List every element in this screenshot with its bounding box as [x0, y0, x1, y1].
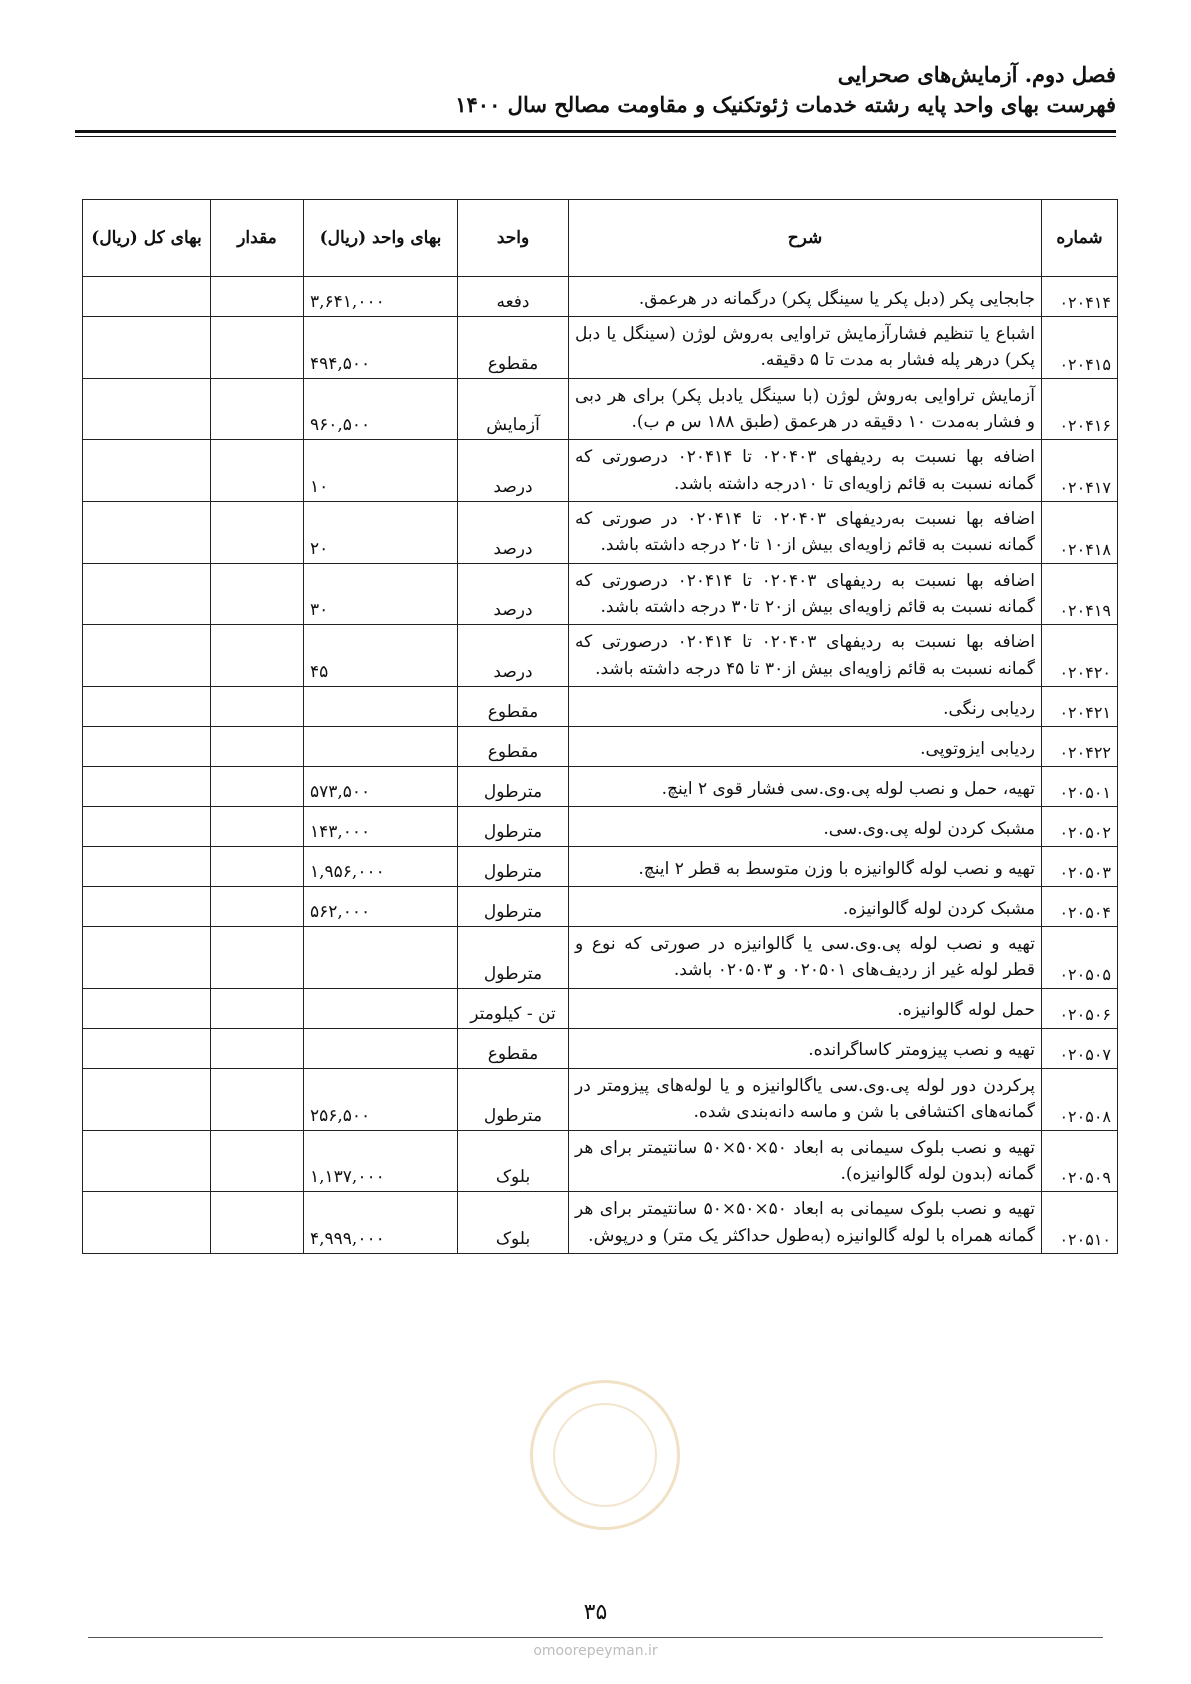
row-unit: آزمایش	[458, 378, 569, 440]
row-quantity	[211, 807, 304, 847]
col-header-number: شماره	[1042, 200, 1118, 277]
footer-rule	[88, 1637, 1103, 1638]
row-description: اضافه بها نسبت به ردیفهای ۰۲۰۴۰۳ تا ۰۲۰۴۱۴ درصورتی که گمانه نسبت به قائم زاویه‌ای تا ۱۰درجه داشته باشد.	[569, 440, 1042, 502]
row-unit: مقطوع	[458, 1028, 569, 1068]
table-row	[83, 807, 1118, 847]
row-description: ردیابی رنگی.	[569, 687, 1042, 727]
row-unit: مترطول	[458, 847, 569, 887]
row-quantity	[211, 440, 304, 502]
table-row	[83, 727, 1118, 767]
row-quantity	[211, 277, 304, 317]
row-quantity	[211, 1130, 304, 1192]
row-unit: مقطوع	[458, 687, 569, 727]
row-unit-price	[304, 1028, 458, 1068]
website-watermark: omoorepeyman.ir	[533, 1643, 658, 1659]
row-description: تهیه و نصب بلوک سیمانی به ابعاد ۵۰×۵۰×۵۰ سانتیمتر برای هر گمانه (بدون لوله گالوانیزه).	[569, 1130, 1042, 1192]
table-row	[83, 563, 1118, 625]
row-quantity	[211, 1068, 304, 1130]
row-unit-price: ۱۰	[304, 440, 458, 502]
row-total-price	[83, 625, 211, 687]
table-row	[83, 440, 1118, 502]
row-unit: مترطول	[458, 1068, 569, 1130]
chapter-title: فصل دوم. آزمایش‌های صحرایی	[837, 62, 1116, 87]
row-quantity	[211, 502, 304, 564]
row-quantity	[211, 378, 304, 440]
row-description: جابجایی پکر (دبل پکر یا سینگل پکر) درگمانه در هرعمق.	[569, 277, 1042, 317]
row-unit-price: ۵۶۲,۰۰۰	[304, 887, 458, 927]
page-header	[75, 60, 1116, 120]
row-description: آزمایش تراوایی به‌روش لوژن (با سینگل یادبل پکر) برای هر دبی و فشار به‌مدت ۱۰ دقیقه در هرعمق (طبق ۱۸۸ س م ب).	[569, 378, 1042, 440]
table-row	[83, 887, 1118, 927]
col-header-unit-price: بهای واحد (ریال)	[304, 200, 458, 277]
row-total-price	[83, 988, 211, 1028]
row-total-price	[83, 1068, 211, 1130]
row-unit-price: ۱,۹۵۶,۰۰۰	[304, 847, 458, 887]
row-number: ۰۲۰۵۱۰	[1042, 1192, 1118, 1254]
row-unit-price: ۲۵۶,۵۰۰	[304, 1068, 458, 1130]
row-description: اضافه بها نسبت به ردیفهای ۰۲۰۴۰۳ تا ۰۲۰۴۱۴ درصورتی که گمانه نسبت به قائم زاویه‌ای بیش از۳۰ تا ۴۵ درجه داشته باشد.	[569, 625, 1042, 687]
row-total-price	[83, 277, 211, 317]
row-description: تهیه و نصب بلوک سیمانی به ابعاد ۵۰×۵۰×۵۰ سانتیمتر برای هر گمانه همراه با لوله گالوانیزه (به‌طول حداکثر یک متر) و درپوش.	[569, 1192, 1042, 1254]
row-unit: درصد	[458, 563, 569, 625]
row-unit: مترطول	[458, 807, 569, 847]
row-unit: مترطول	[458, 767, 569, 807]
row-quantity	[211, 625, 304, 687]
row-number: ۰۲۰۴۱۶	[1042, 378, 1118, 440]
table-row	[83, 625, 1118, 687]
row-total-price	[83, 317, 211, 379]
table-header-row	[83, 200, 1118, 277]
row-description: تهیه و نصب پیزومتر کاساگرانده.	[569, 1028, 1042, 1068]
col-header-description: شرح	[569, 200, 1042, 277]
table-row	[83, 1068, 1118, 1130]
row-total-price	[83, 502, 211, 564]
row-unit: مقطوع	[458, 727, 569, 767]
row-quantity	[211, 767, 304, 807]
header-rule-thin	[75, 136, 1116, 137]
row-total-price	[83, 1192, 211, 1254]
table-row	[83, 767, 1118, 807]
row-unit-price	[304, 687, 458, 727]
row-number: ۰۲۰۴۲۰	[1042, 625, 1118, 687]
row-description: تهیه و نصب لوله گالوانیزه با وزن متوسط به قطر ۲ اینچ.	[569, 847, 1042, 887]
row-unit: مقطوع	[458, 317, 569, 379]
row-unit-price	[304, 727, 458, 767]
row-total-price	[83, 440, 211, 502]
row-number: ۰۲۰۵۰۵	[1042, 927, 1118, 989]
row-number: ۰۲۰۵۰۴	[1042, 887, 1118, 927]
table-row	[83, 378, 1118, 440]
row-description: تهیه، حمل و نصب لوله پی.وی.سی فشار قوی ۲ اینچ.	[569, 767, 1042, 807]
price-list-table	[82, 199, 1118, 1254]
row-total-price	[83, 1028, 211, 1068]
row-quantity	[211, 317, 304, 379]
row-unit: درصد	[458, 440, 569, 502]
row-unit-price	[304, 988, 458, 1028]
page-number: ۳۵	[583, 1600, 608, 1625]
row-unit-price: ۴۵	[304, 625, 458, 687]
row-quantity	[211, 887, 304, 927]
row-unit: تن - کیلومتر	[458, 988, 569, 1028]
row-number: ۰۲۰۴۱۴	[1042, 277, 1118, 317]
row-unit-price: ۴,۹۹۹,۰۰۰	[304, 1192, 458, 1254]
row-unit-price: ۲۰	[304, 502, 458, 564]
row-number: ۰۲۰۵۰۱	[1042, 767, 1118, 807]
row-unit: بلوک	[458, 1130, 569, 1192]
row-unit: دفعه	[458, 277, 569, 317]
col-header-quantity: مقدار	[211, 200, 304, 277]
row-total-price	[83, 727, 211, 767]
document-subtitle: فهرست بهای واحد پایه رشته خدمات ژئوتکنیک و مقاومت مصالح سال ۱۴۰۰	[455, 92, 1116, 117]
row-number: ۰۲۰۴۱۵	[1042, 317, 1118, 379]
row-number: ۰۲۰۵۰۷	[1042, 1028, 1118, 1068]
row-description: حمل لوله گالوانیزه.	[569, 988, 1042, 1028]
row-description: مشبک کردن لوله گالوانیزه.	[569, 887, 1042, 927]
row-unit: مترطول	[458, 927, 569, 989]
row-quantity	[211, 727, 304, 767]
table-row	[83, 1028, 1118, 1068]
row-total-price	[83, 563, 211, 625]
row-description: اضافه بها نسبت به ردیفهای ۰۲۰۴۰۳ تا ۰۲۰۴۱۴ درصورتی که گمانه نسبت به قائم زاویه‌ای بیش از۲۰ تا۳۰ درجه داشته باشد.	[569, 563, 1042, 625]
row-quantity	[211, 563, 304, 625]
row-unit-price: ۹۶۰,۵۰۰	[304, 378, 458, 440]
table-row	[83, 687, 1118, 727]
row-unit-price: ۱۴۳,۰۰۰	[304, 807, 458, 847]
watermark-stamp	[530, 1380, 680, 1530]
row-number: ۰۲۰۴۲۲	[1042, 727, 1118, 767]
row-total-price	[83, 927, 211, 989]
row-quantity	[211, 927, 304, 989]
table-row	[83, 317, 1118, 379]
row-unit-price	[304, 927, 458, 989]
row-number: ۰۲۰۵۰۶	[1042, 988, 1118, 1028]
row-number: ۰۲۰۴۱۹	[1042, 563, 1118, 625]
row-unit-price: ۱,۱۳۷,۰۰۰	[304, 1130, 458, 1192]
row-quantity	[211, 847, 304, 887]
row-unit-price: ۴۹۴,۵۰۰	[304, 317, 458, 379]
row-description: تهیه و نصب لوله پی.وی.سی یا گالوانیزه در صورتی که نوع و قطر لوله غیر از ردیف‌های ۰۲۰۵۰۱ و ۰۲۰۵۰۳ باشد.	[569, 927, 1042, 989]
row-description: پرکردن دور لوله پی.وی.سی یاگالوانیزه و یا لوله‌های پیزومتر در گمانه‌های اکتشافی با شن و ماسه دانه‌بندی شده.	[569, 1068, 1042, 1130]
row-total-price	[83, 887, 211, 927]
row-number: ۰۲۰۴۲۱	[1042, 687, 1118, 727]
row-number: ۰۲۰۵۰۸	[1042, 1068, 1118, 1130]
row-number: ۰۲۰۵۰۲	[1042, 807, 1118, 847]
row-description: اضافه بها نسبت به‌ردیفهای ۰۲۰۴۰۳ تا ۰۲۰۴۱۴ در صورتی که گمانه نسبت به قائم زاویه‌ای بیش از۱۰ تا۲۰ درجه داشته باشد.	[569, 502, 1042, 564]
row-total-price	[83, 767, 211, 807]
header-rule-thick	[75, 130, 1116, 133]
col-header-unit: واحد	[458, 200, 569, 277]
row-total-price	[83, 807, 211, 847]
row-number: ۰۲۰۵۰۳	[1042, 847, 1118, 887]
table-row	[83, 1192, 1118, 1254]
table-row	[83, 277, 1118, 317]
row-number: ۰۲۰۵۰۹	[1042, 1130, 1118, 1192]
row-total-price	[83, 847, 211, 887]
row-unit: مترطول	[458, 887, 569, 927]
row-number: ۰۲۰۴۱۷	[1042, 440, 1118, 502]
row-description: مشبک کردن لوله پی.وی.سی.	[569, 807, 1042, 847]
row-description: ردیابی ایزوتوپی.	[569, 727, 1042, 767]
row-unit-price: ۳,۶۴۱,۰۰۰	[304, 277, 458, 317]
row-quantity	[211, 1028, 304, 1068]
row-description: اشباع یا تنظیم فشارآزمایش تراوایی به‌روش لوژن (سینگل یا دبل پکر) درهر پله فشار به مدت تا ۵ دقیقه.	[569, 317, 1042, 379]
row-number: ۰۲۰۴۱۸	[1042, 502, 1118, 564]
table-row	[83, 1130, 1118, 1192]
table-row	[83, 988, 1118, 1028]
row-unit: بلوک	[458, 1192, 569, 1254]
row-quantity	[211, 687, 304, 727]
row-quantity	[211, 1192, 304, 1254]
row-unit: درصد	[458, 502, 569, 564]
col-header-total-price: بهای کل (ریال)	[83, 200, 211, 277]
row-unit-price: ۵۷۳,۵۰۰	[304, 767, 458, 807]
table-row	[83, 847, 1118, 887]
row-total-price	[83, 1130, 211, 1192]
table-row	[83, 502, 1118, 564]
table-row	[83, 927, 1118, 989]
row-quantity	[211, 988, 304, 1028]
row-unit: درصد	[458, 625, 569, 687]
row-total-price	[83, 378, 211, 440]
row-total-price	[83, 687, 211, 727]
row-unit-price: ۳۰	[304, 563, 458, 625]
